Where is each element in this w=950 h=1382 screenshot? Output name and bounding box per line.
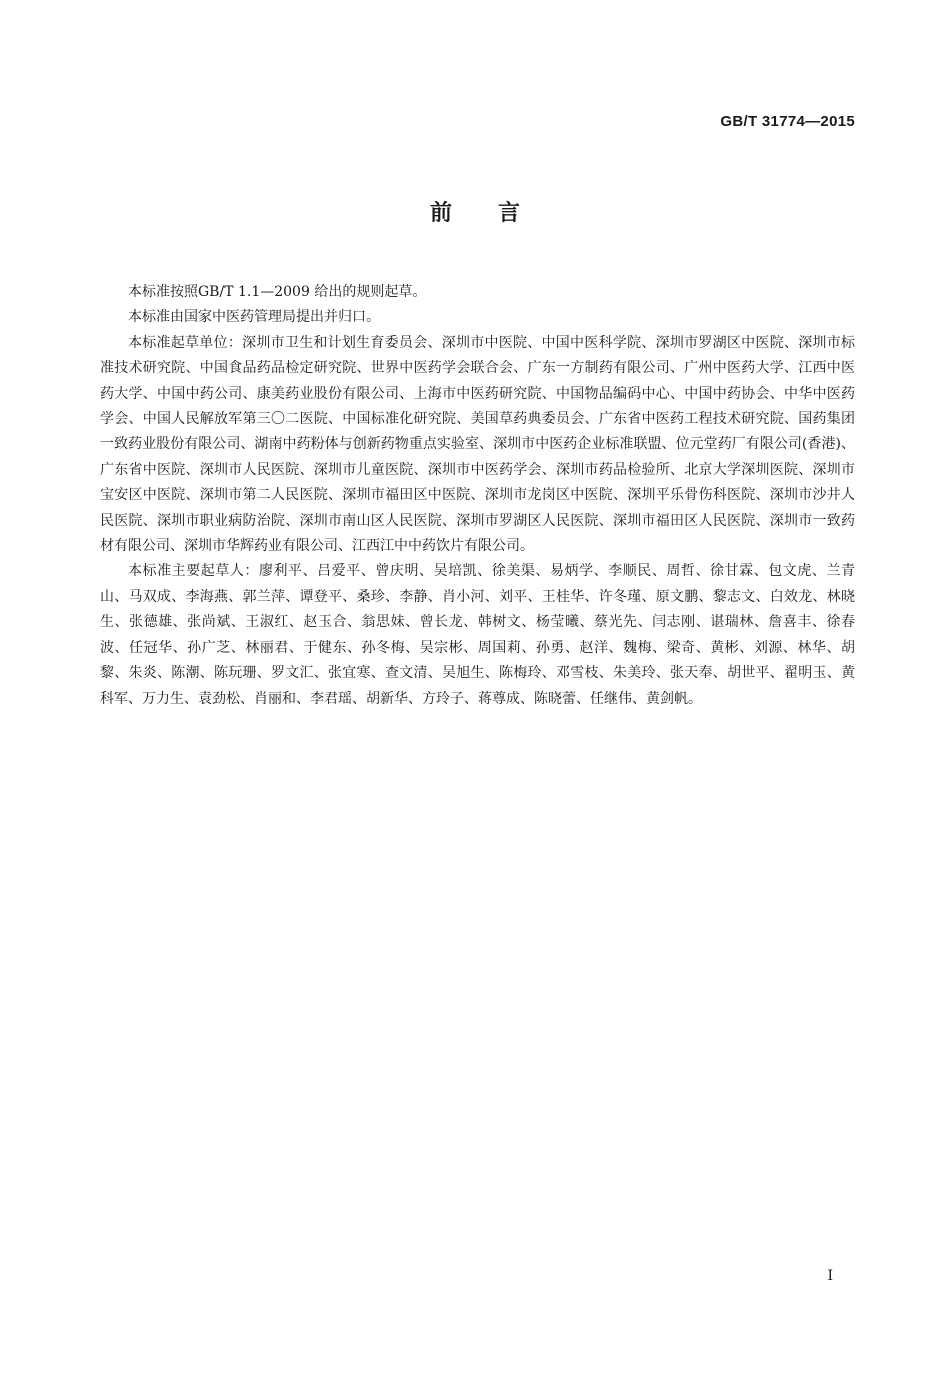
page-title: 前言 <box>429 201 566 226</box>
paragraph-proposer: 本标准由国家中医药管理局提出并归口。 <box>128 309 380 326</box>
paragraph-drafting-rules: 本标准按照GB/T 1.1—2009 给出的规则起草。 <box>128 284 427 300</box>
document-body <box>100 280 855 712</box>
paragraph-drafters: 本标准主要起草人：廖利平、吕爱平、曾庆明、吴培凯、徐美渠、易炳学、李顺民、周哲、徐甘霖、包文虎、兰青山、马双成、李海燕、郭兰萍、谭登平、桑珍、李静、肖小河、刘平、王桂华、许冬瑾、原文鹏、黎志文、白效龙、林晓生、张德雄、张尚斌、王淑红、赵玉合、翁思妹、曾长龙、韩树文、杨莹曦、蔡光先、闫志刚、谌瑞林、詹喜丰、徐春波、任冠华、孙广芝、林丽君、于健东、孙冬梅、吴宗彬、周国莉、孙勇、赵洋、魏梅、梁奇、黄彬、刘源、林华、胡黎、朱炎、陈潮、陈玩珊、罗文汇、张宜寒、查文清、吴旭生、陈梅玲、邓雪枝、朱美玲、张天奉、胡世平、翟明玉、黄科军、万力生、袁劲松、肖丽和、李君瑶、胡新华、方玲子、蒋尊成、陈晓蕾、任继伟、黄剑帆。 <box>100 563 855 707</box>
page-number: I <box>827 1268 833 1284</box>
paragraph-drafting-units: 本标准起草单位：深圳市卫生和计划生育委员会、深圳市中医院、中国中医科学院、深圳市罗湖区中医院、深圳市标准技术研究院、中国食品药品检定研究院、世界中医药学会联合会、广东一方制药有限公司、广州中医药大学、江西中医药大学、中国中药公司、康美药业股份有限公司、上海市中医药研究院、中国物品编码中心、中国中药协会、中华中医药学会、中国人民解放军第三〇二医院、中国标准化研究院、美国草药典委员会、广东省中医药工程技术研究院、国药集团一致药业股份有限公司、湖南中药粉体与创新药物重点实验室、深圳市中医药企业标准联盟、位元堂药厂有限公司(香港)、广东省中医院、深圳市人民医院、深圳市儿童医院、深圳市中医药学会、深圳市药品检验所、北京大学深圳医院、深圳市宝安区中医院、深圳市第二人民医院、深圳市福田区中医院、深圳市龙岗区中医院、深圳平乐骨伤科医院、深圳市沙井人民医院、深圳市职业病防治院、深圳市南山区人民医院、深圳市罗湖区人民医院、深圳市福田区人民医院、深圳市一致药材有限公司、深圳市华辉药业有限公司、江西江中中药饮片有限公司。 <box>100 334 855 555</box>
standard-number: GB/T 31774—2015 <box>720 113 855 130</box>
